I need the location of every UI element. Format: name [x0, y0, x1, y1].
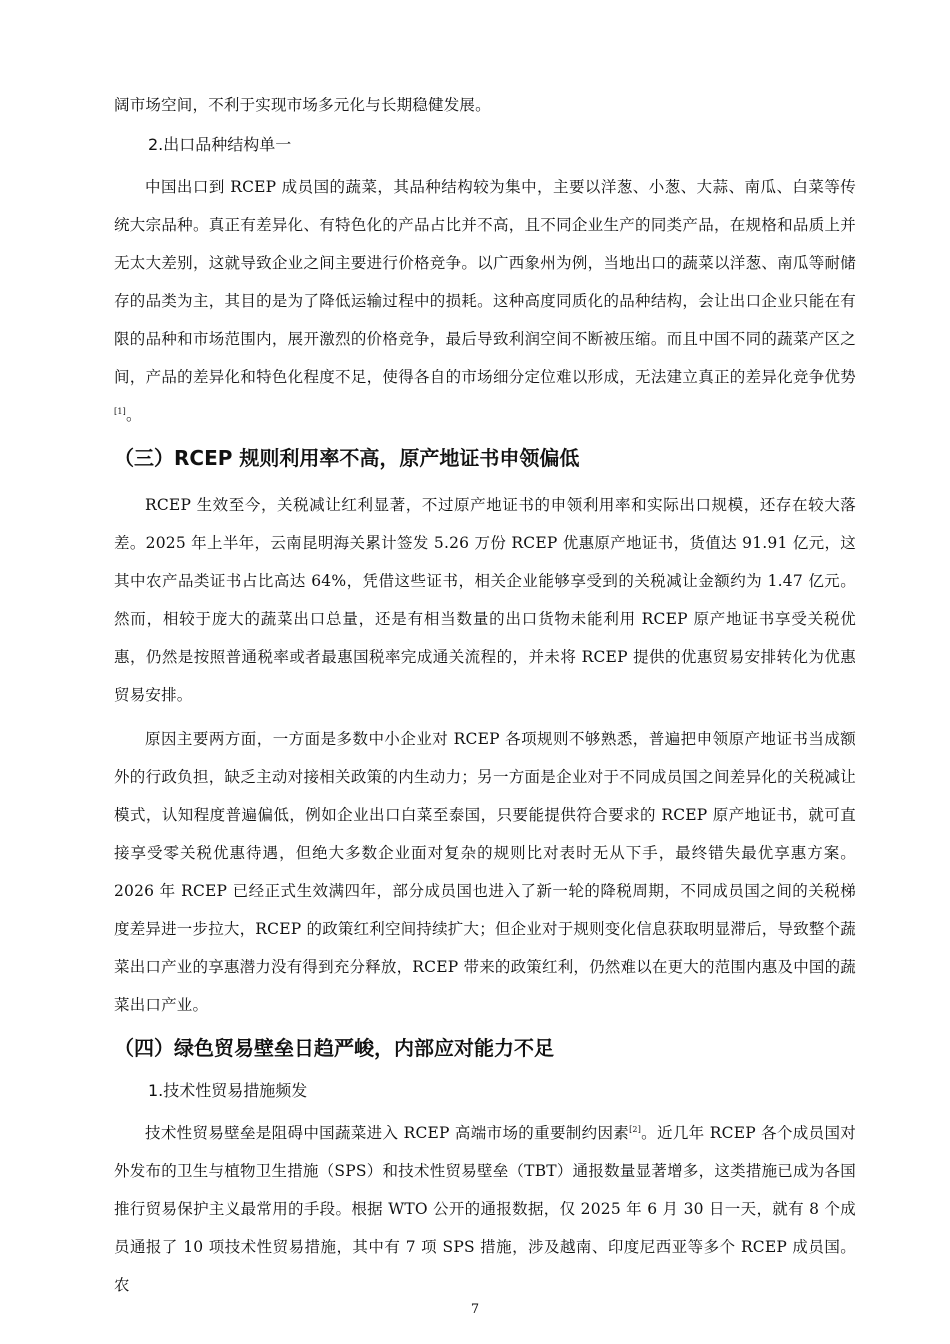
paragraph-rcep-effect — [114, 486, 856, 714]
page-content — [114, 86, 856, 1310]
paragraph-text: 技术性贸易壁垒是阻碍中国蔬菜进入 RCEP 高端市场的重要制约因素 — [145, 1124, 630, 1142]
paragraph-text: 阔市场空间，不利于实现市场多元化与长期稳健发展。 — [114, 96, 491, 114]
paragraph-export-variety — [114, 168, 856, 434]
paragraph-tail: 。 — [125, 406, 142, 424]
paragraph-technical-barriers — [114, 1114, 856, 1304]
paragraph-tail: 。近几年 RCEP 各个成员国对外发布的卫生与植物卫生措施（SPS）和技术性贸易壁垒（TBT）通报数量显著增多，这类措施已成为各国推行贸易保护主义最常用的手段。根据 WTO 公开的通报数据，仅 2025 年 6 月 30 日一天，就有 8 个成员通报了 10 项技术性贸易措施，其中有 7 项 SPS 措施，涉及越南、印度尼西亚等多个 RCEP 成员国。农 — [114, 1124, 856, 1294]
citation-ref: [2] — [629, 1124, 642, 1134]
section-heading-green-barriers: （四）绿色贸易壁垒日趋严峻，内部应对能力不足 — [114, 1036, 554, 1060]
page-number: 7 — [470, 1302, 480, 1317]
paragraph-text: RCEP 生效至今，关税减让红利显著，不过原产地证书的申领利用率和实际出口规模，还存在较大落差。2025 年上半年，云南昆明海关累计签发 5.26 万份 RCEP 优惠原产地证书，货值达 91.91 亿元，这其中农产品类证书占比高达 64%，凭借这些证书，相关企业能够享受到的关税减让金额约为 1.47 亿元。然而，相较于庞大的蔬菜出口总量，还是有相当数量的出口货物未能利用 RCEP 原产地证书享受关税优惠，仍然是按照普通税率或者最惠国税率完成通关流程的，并未将 RCEP 提供的优惠贸易安排转化为优惠贸易安排。 — [114, 496, 856, 704]
subheading-export-variety: 2.出口品种结构单一 — [148, 135, 292, 154]
paragraph-rcep-reasons — [114, 720, 856, 1024]
paragraph-text: 原因主要两方面，一方面是多数中小企业对 RCEP 各项规则不够熟悉，普遍把申领原产地证书当成额外的行政负担，缺乏主动对接相关政策的内生动力；另一方面是企业对于不同成员国之间差异化的关税减让模式，认知程度普遍偏低，例如企业出口白菜至泰国，只要能提供符合要求的 RCEP 原产地证书，就可直接享受零关税优惠待遇，但绝大多数企业面对复杂的规则比对表时无从下手，最终错失最优享惠方案。2026 年 RCEP 已经正式生效满四年，部分成员国也进入了新一轮的降税周期，不同成员国之间的关税梯度差异进一步拉大，RCEP 的政策红利空间持续扩大；但企业对于规则变化信息获取明显滞后，导致整个蔬菜出口产业的享惠潜力没有得到充分释放，RCEP 带来的政策红利，仍然难以在更大的范围内惠及中国的蔬菜出口产业。 — [114, 730, 857, 1014]
citation-ref: [1] — [114, 406, 126, 416]
section-heading-rcep-usage: （三）RCEP 规则利用率不高，原产地证书申领偏低 — [114, 446, 580, 470]
paragraph-continuation — [114, 86, 856, 124]
subheading-technical-measures: 1.技术性贸易措施频发 — [148, 1081, 308, 1100]
paragraph-text: 中国出口到 RCEP 成员国的蔬菜，其品种结构较为集中，主要以洋葱、小葱、大蒜、南瓜、白菜等传统大宗品种。真正有差异化、有特色化的产品占比并不高，且不同企业生产的同类产品，在规格和品质上并无太大差别，这就导致企业之间主要进行价格竞争。以广西象州为例，当地出口的蔬菜以洋葱、南瓜等耐储存的品类为主，其目的是为了降低运输过程中的损耗。这种高度同质化的品种结构，会让出口企业只能在有限的品种和市场范围内，展开激烈的价格竞争，最后导致利润空间不断被压缩。而且中国不同的蔬菜产区之间，产品的差异化和特色化程度不足，使得各自的市场细分定位难以形成，无法建立真正的差异化竞争优势 — [114, 178, 856, 386]
